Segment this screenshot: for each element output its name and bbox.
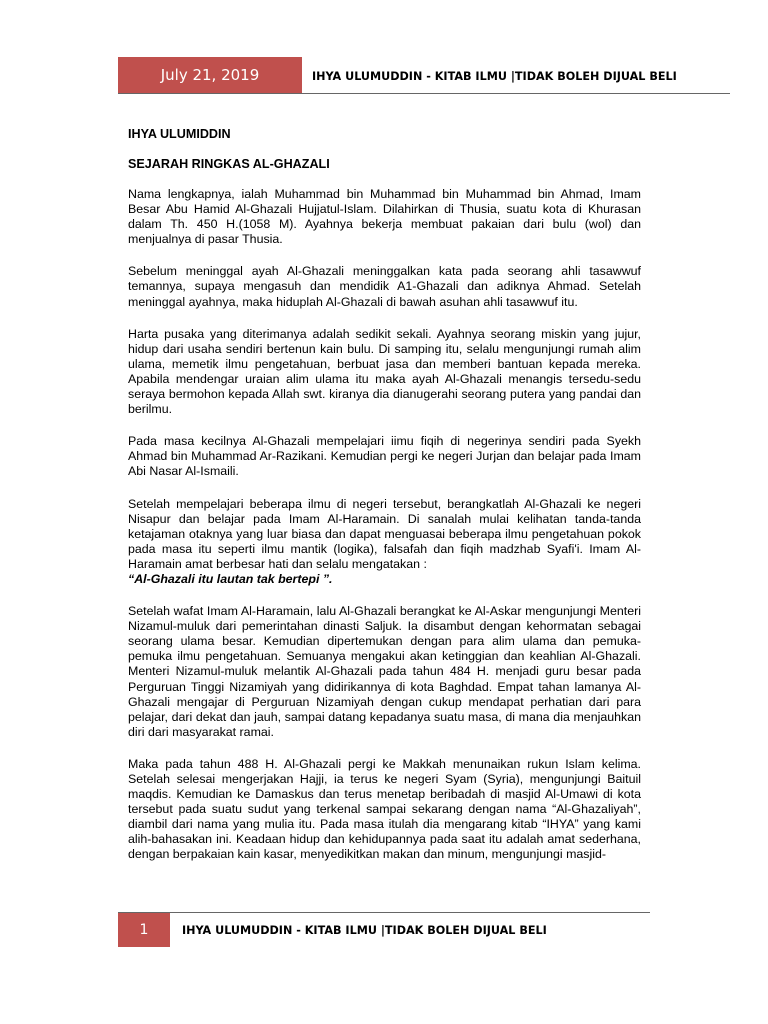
paragraph-5	[128, 497, 641, 588]
page-number: 1	[118, 913, 170, 947]
paragraph-3: Harta pusaka yang diterimanya adalah sedikit sekali. Ayahnya seorang miskin yang jujur, hidup dari usaha sendiri bertenun kain bulu. Di samping itu, selalu mengunjungi rumah alim ulama, memetik ilmu pengetahuan, berbuat jasa dan memberi bantuan kepada mereka. Apabila mendengar uraian alim ulama itu maka ayah Al-Ghazali menangis tersedu-sedu seraya bermohon kepada Allah swt. kiranya dia dianugerahi seorang putera yang pandai dan berilmu.	[128, 326, 641, 417]
quote: “Al-Ghazali itu lautan tak bertepi ”.	[128, 571, 333, 586]
document-title: IHYA ULUMIDDIN	[128, 127, 231, 141]
footer-title: IHYA ULUMUDDIN - KITAB ILMU |TIDAK BOLEH DIJUAL BELI	[182, 924, 547, 937]
paragraph-6: Setelah wafat Imam Al-Haramain, lalu Al-Ghazali berangkat ke Al-Askar mengunjungi Menteri Nizamul-muluk dari pemerintahan dinasti Saljuk. Ia disambut dengan kehormatan sebagai seorang ulama besar. Kemudian dipertemukan dengan para alim ulama dan pemuka-pemuka ilmu pengetahuan. Semuanya mengakui akan ketinggian dan keahlian Al-Ghazali. Menteri Nizamul-muluk melantik Al-Ghazali pada tahun 484 H. menjadi guru besar pada Perguruan Tinggi Nizamiyah yang didirikannya di kota Baghdad. Empat tahan lamanya Al-Ghazali mengajar di Perguruan Nizamiyah dengan cukup mendapat perhatian dari para pelajar, dari dekat dan jauh, sampai datang kepadanya suatu masa, di mana dia menjauhkan diri dari masyarakat ramai.	[128, 604, 641, 739]
paragraph-2: Sebelum meninggal ayah Al-Ghazali meninggalkan kata pada seorang ahli tasawwuf temannya, supaya mengasuh dan mendidik A1-Ghazali dan adiknya Ahmad. Setelah meninggal ayahnya, maka hiduplah Al-Ghazali di bawah asuhan ahli tasawwuf itu.	[128, 264, 641, 309]
page-header	[118, 57, 730, 95]
footer-rule	[118, 912, 650, 913]
page-footer	[118, 911, 650, 947]
section-title: SEJARAH RINGKAS AL-GHAZALI	[128, 157, 330, 171]
header-rule	[118, 93, 730, 94]
page-content	[128, 127, 641, 863]
paragraph-7: Maka pada tahun 488 H. Al-Ghazali pergi ke Makkah menunaikan rukun Islam kelima. Setelah selesai mengerjakan Hajji, ia terus ke negeri Syam (Syria), mengunjungi Baituil maqdis. Kemudian ke Damaskus dan terus menetap beribadah di masjid Al-Umawi di kota tersebut pada suatu sudut yang terkenal sampai sekarang dengan nama “Al-Ghazaliyah”, diambil dari nama yang mulia itu. Pada masa itulah dia mengarang kitab “IHYA” yang kami alih-bahasakan ini. Keadaan hidup dan kehidupannya pada saat itu adalah amat sederhana, dengan berpakaian kain kasar, menyedikitkan makan dan minum, mengunjungi masjid-	[128, 756, 641, 862]
paragraph-1: Nama lengkapnya, ialah Muhammad bin Muhammad bin Muhammad bin Ahmad, Imam Besar Abu Hamid Al-Ghazali Hujjatul-Islam. Dilahirkan di Thusia, suatu kota di Khurasan dalam Th. 450 H.(1058 M). Ayahnya bekerja membuat pakaian dari bulu (wol) dan menjualnya di pasar Thusia.	[128, 187, 641, 247]
paragraph-5-text: Setelah mempelajari beberapa ilmu di negeri tersebut, berangkatlah Al-Ghazali ke negeri Nisapur dan belajar pada Imam Al-Haramain. Di sanalah mulai kelihatan tanda-tanda ketajaman otaknya yang luar biasa dan dapat menguasai beberapa ilmu pengetahuan pokok pada masa itu seperti ilmu mantik (logika), falsafah dan fiqih madzhab Syafi'i. Imam Al-Haramain amat berbesar hati dan selalu mengatakan :	[128, 496, 641, 571]
paragraph-4: Pada masa kecilnya Al-Ghazali mempelajari iimu fiqih di negerinya sendiri pada Syekh Ahmad bin Muhammad Ar-Razikani. Kemudian pergi ke negeri Jurjan dan belajar pada Imam Abi Nasar Al-Ismaili.	[128, 434, 641, 479]
header-title: IHYA ULUMUDDIN - KITAB ILMU |TIDAK BOLEH DIJUAL BELI	[312, 70, 677, 83]
header-date: July 21, 2019	[118, 57, 302, 93]
